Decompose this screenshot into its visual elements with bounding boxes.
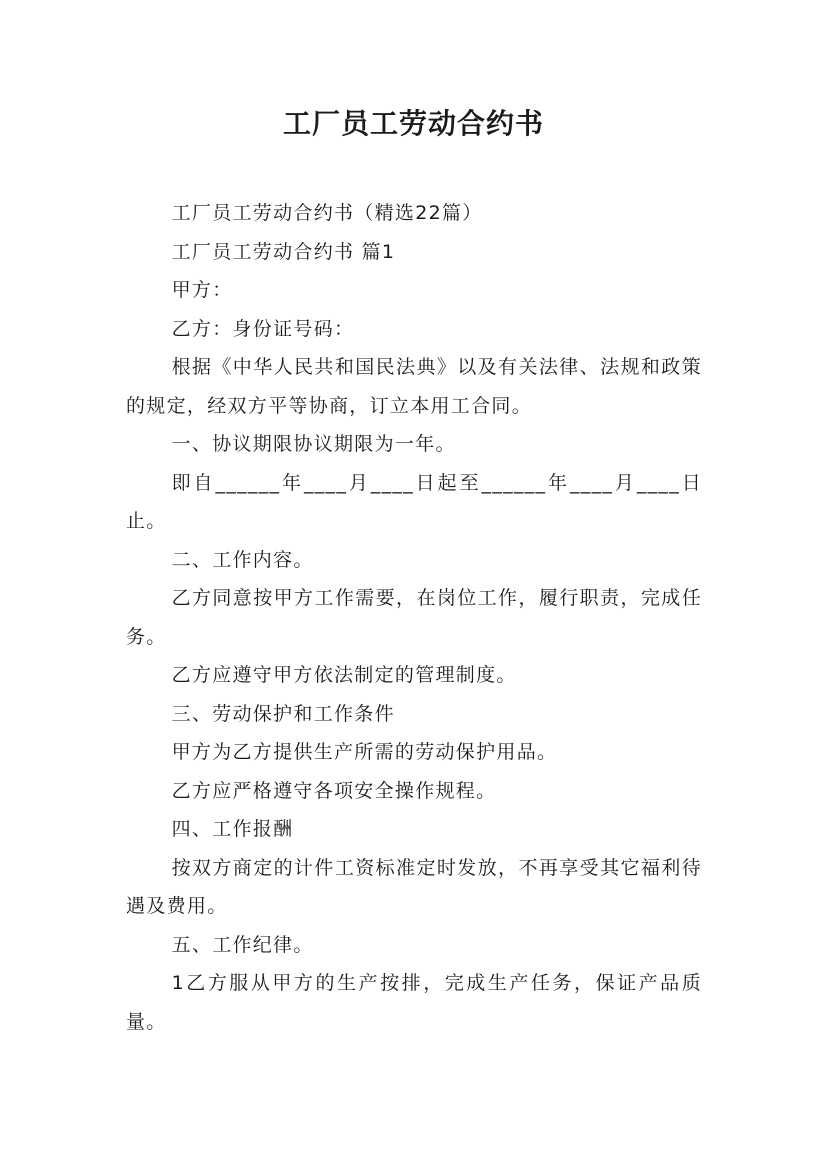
paragraph-subtitle: 工厂员工劳动合约书（精选22篇） xyxy=(171,202,483,224)
document-body xyxy=(126,194,702,1041)
paragraph-term-dates: 即自______年____月____日起至______年____月____日止。 xyxy=(126,471,702,532)
paragraph-pay-terms: 按双方商定的计件工资标准定时发放，不再享受其它福利待遇及费用。 xyxy=(126,856,702,917)
paragraph-discipline-heading: 五、工作纪律。 xyxy=(171,933,314,956)
paragraph-work-rules: 乙方应遵守甲方依法制定的管理制度。 xyxy=(171,664,517,686)
paragraph-party-a: 甲方： xyxy=(171,279,233,301)
document-title: 工厂员工劳动合约书 xyxy=(282,107,544,140)
paragraph-section-heading: 工厂员工劳动合约书 篇1 xyxy=(171,240,396,263)
paragraph-work-duty: 乙方同意按甲方工作需要，在岗位工作，履行职责，完成任务。 xyxy=(126,587,702,648)
paragraph-term-heading: 一、协议期限协议期限为一年。 xyxy=(171,433,456,455)
paragraph-protection-safety: 乙方应严格遵守各项安全操作规程。 xyxy=(171,779,497,802)
paragraph-party-b: 乙方：身份证号码： xyxy=(171,317,355,340)
paragraph-basis: 根据《中华人民共和国民法典》以及有关法律、法规和政策的规定，经双方平等协商，订立本用工合同。 xyxy=(126,356,702,417)
paragraph-protection-heading: 三、劳动保护和工作条件 xyxy=(171,702,395,725)
paragraph-pay-heading: 四、工作报酬 xyxy=(171,818,294,840)
paragraph-discipline-item-1: 1乙方服从甲方的生产按排，完成生产任务，保证产品质量。 xyxy=(126,972,702,1033)
paragraph-work-heading: 二、工作内容。 xyxy=(171,548,314,571)
paragraph-protection-supply: 甲方为乙方提供生产所需的劳动保护用品。 xyxy=(171,741,558,763)
